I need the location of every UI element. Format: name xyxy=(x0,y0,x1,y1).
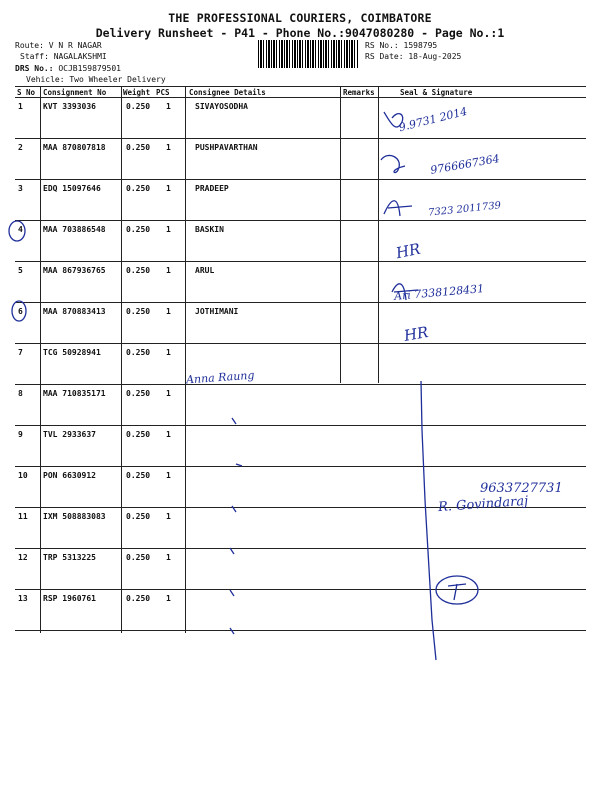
row-consignment-no: MAA 703886548 xyxy=(43,225,106,234)
row-pcs: 1 xyxy=(166,266,171,275)
row-divider xyxy=(15,343,586,344)
row-consignment-no: KVT 3393036 xyxy=(43,102,96,111)
signature-row-3: 7323 2011739 xyxy=(427,200,502,219)
runsheet-title: Delivery Runsheet - P41 - Phone No.:9047080280 - Page No.:1 xyxy=(95,26,505,40)
row-pcs: 1 xyxy=(166,471,171,480)
barcode xyxy=(258,40,358,68)
row-weight: 0.250 xyxy=(126,225,151,234)
handwritten-phone: 9633727731 xyxy=(480,481,563,496)
row-pcs: 1 xyxy=(166,430,171,439)
row-sno: 1 xyxy=(18,102,23,111)
row-divider xyxy=(15,589,586,590)
drs-number xyxy=(15,64,121,73)
signature-stroke-2 xyxy=(381,155,405,172)
col-header-consignment: Consignment No xyxy=(43,88,107,97)
row-sno: 8 xyxy=(18,389,23,398)
row-pcs: 1 xyxy=(166,348,171,357)
header-bottom-border xyxy=(15,97,586,98)
signature-row-6: HR xyxy=(402,323,430,345)
row-weight: 0.250 xyxy=(126,266,151,275)
table-top-border xyxy=(15,86,586,87)
col-header-consignee: Consignee Details xyxy=(189,88,266,97)
row-weight: 0.250 xyxy=(126,594,151,603)
row-weight: 0.250 xyxy=(126,102,151,111)
row-weight: 0.250 xyxy=(126,348,151,357)
row-sno: 6 xyxy=(18,307,23,316)
tick-marks xyxy=(230,418,242,634)
col-header-seal-signature: Seal & Signature xyxy=(400,88,473,97)
row-consignee: SIVAYOSODHA xyxy=(195,102,248,111)
column-divider xyxy=(40,86,41,633)
row-weight: 0.250 xyxy=(126,143,151,152)
row-divider xyxy=(15,548,586,549)
col-header-remarks: Remarks xyxy=(343,88,375,97)
vehicle-label: Vehicle: Two Wheeler Delivery xyxy=(26,75,166,84)
row-sno: 7 xyxy=(18,348,23,357)
route-label: Route: V N R NAGAR xyxy=(15,41,102,50)
rs-date: RS Date: 18-Aug-2025 xyxy=(365,52,462,61)
row-pcs: 1 xyxy=(166,184,171,193)
row-sno: 13 xyxy=(18,594,28,603)
rs-number: RS No.: 1598795 xyxy=(365,41,438,50)
row-consignee: PRADEEP xyxy=(195,184,229,193)
row-sno: 4 xyxy=(18,225,23,234)
column-divider xyxy=(378,86,379,383)
signature-row-4: HR xyxy=(394,239,422,263)
row-pcs: 1 xyxy=(166,512,171,521)
row-consignment-no: TVL 2933637 xyxy=(43,430,96,439)
row-sno: 12 xyxy=(18,553,28,562)
initial-circle xyxy=(436,576,478,604)
row-pcs: 1 xyxy=(166,143,171,152)
row-divider xyxy=(15,630,586,631)
row-pcs: 1 xyxy=(166,389,171,398)
row-weight: 0.250 xyxy=(126,184,151,193)
row-divider xyxy=(15,220,586,221)
row-divider xyxy=(15,302,586,303)
row-consignee: PUSHPAVARTHAN xyxy=(195,143,258,152)
handwritten-name: R. Govindaraj xyxy=(437,493,529,516)
row-pcs: 1 xyxy=(166,225,171,234)
row-consignment-no: MAA 870807818 xyxy=(43,143,106,152)
row-sno: 11 xyxy=(18,512,28,521)
company-title: THE PROFESSIONAL COURIERS, COIMBATORE xyxy=(168,11,432,25)
row-consignee: JOTHIMANI xyxy=(195,307,239,316)
row-divider xyxy=(15,138,586,139)
initial-stroke xyxy=(448,584,466,600)
row-weight: 0.250 xyxy=(126,430,151,439)
row-sno: 3 xyxy=(18,184,23,193)
col-header-weight: Weight xyxy=(123,88,151,97)
signature-stroke-3 xyxy=(384,201,412,216)
row-divider xyxy=(15,425,586,426)
row-divider xyxy=(15,466,586,467)
signature-row-5: Ari 7338128431 xyxy=(393,282,485,303)
row-pcs: 1 xyxy=(166,102,171,111)
row-consignment-no: MAA 867936765 xyxy=(43,266,106,275)
row-consignee: ARUL xyxy=(195,266,215,275)
row-weight: 0.250 xyxy=(126,512,151,521)
row-divider xyxy=(15,261,586,262)
row-sno: 9 xyxy=(18,430,23,439)
drs-value: OCJB159879501 xyxy=(58,64,121,73)
row-weight: 0.250 xyxy=(126,389,151,398)
row-consignment-no: MAA 710835171 xyxy=(43,389,106,398)
col-header-sno: S No xyxy=(17,88,36,97)
col-header-pcs: PCS xyxy=(156,88,170,97)
row-weight: 0.250 xyxy=(126,553,151,562)
row-weight: 0.250 xyxy=(126,471,151,480)
row-consignment-no: IXM 508883083 xyxy=(43,512,106,521)
row-pcs: 1 xyxy=(166,553,171,562)
column-divider xyxy=(185,86,186,633)
row-consignee: BASKIN xyxy=(195,225,224,234)
column-divider xyxy=(340,86,341,383)
row-consignment-no: TCG 50928941 xyxy=(43,348,101,357)
signature-row-2: 9766667364 xyxy=(429,152,501,177)
column-divider xyxy=(121,86,122,633)
bracket-line xyxy=(421,381,436,660)
row-weight: 0.250 xyxy=(126,307,151,316)
row-pcs: 1 xyxy=(166,594,171,603)
staff-label: Staff: NAGALAKSHMI xyxy=(20,52,107,61)
row-divider xyxy=(15,384,586,385)
handwritten-consignee-row-7: Anna Raung xyxy=(185,368,255,387)
signature-row-1: 9.9731 2014 xyxy=(397,104,469,135)
row-sno: 2 xyxy=(18,143,23,152)
row-consignment-no: TRP 5313225 xyxy=(43,553,96,562)
drs-label: DRS No.: xyxy=(15,64,54,73)
row-consignment-no: RSP 1960761 xyxy=(43,594,96,603)
row-sno: 5 xyxy=(18,266,23,275)
row-consignment-no: EDQ 15097646 xyxy=(43,184,101,193)
row-divider xyxy=(15,179,586,180)
row-pcs: 1 xyxy=(166,307,171,316)
row-consignment-no: MAA 870883413 xyxy=(43,307,106,316)
row-sno: 10 xyxy=(18,471,28,480)
row-consignment-no: PON 6630912 xyxy=(43,471,96,480)
